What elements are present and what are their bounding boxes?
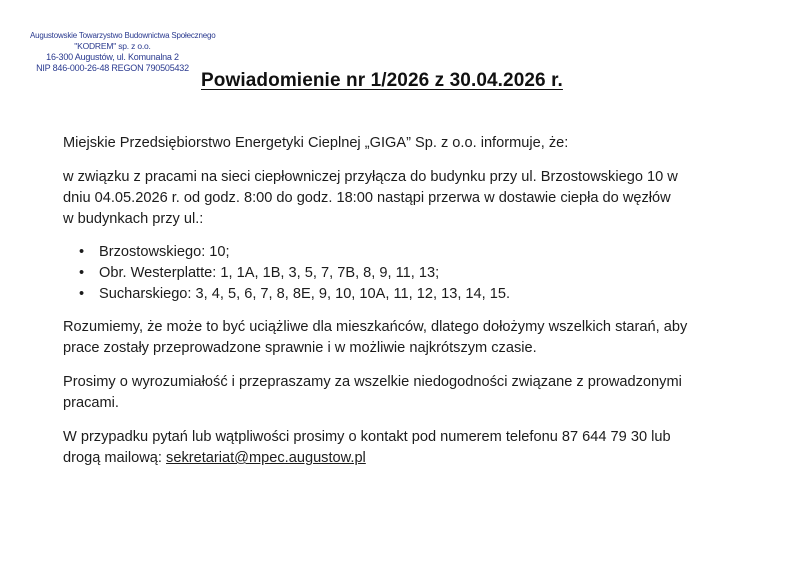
bullet-icon: • xyxy=(79,244,85,260)
street-entry: Sucharskiego: 3, 4, 5, 6, 7, 8, 8E, 9, 10, 10A, 11, 12, 13, 14, 15. xyxy=(99,286,511,302)
list-item xyxy=(79,284,743,305)
street-entry: Obr. Westerplatte: 1, 1A, 1B, 3, 5, 7, 7B, 8, 9, 11, 13; xyxy=(99,265,440,281)
main-paragraph xyxy=(63,167,743,230)
list-item xyxy=(79,263,743,284)
email-link[interactable]: sekretariat@mpec.augustow.pl xyxy=(166,450,366,466)
main-line-2: dniu 04.05.2026 r. od godz. 8:00 do godz. 18:00 nastąpi przerwa w dostawie ciepła do węzłów xyxy=(63,190,671,206)
stamp-address: 16-300 Augustów, ul. Komunalna 2 xyxy=(46,52,179,62)
bullet-icon: • xyxy=(79,265,85,281)
notice-title: Powiadomienie nr 1/2026 z 30.04.2026 r. xyxy=(201,70,563,91)
apology-paragraph xyxy=(63,317,743,359)
street-list xyxy=(63,242,743,305)
intro-paragraph: Miejskie Przedsiębiorstwo Energetyki Cieplnej „GIGA” Sp. z o.o. informuje, że: xyxy=(63,135,569,151)
main-line-1: w związku z pracami na sieci ciepłowniczej przyłącza do budynku przy ul. Brzostowskiego 10 w xyxy=(63,169,678,185)
main-line-3: w budynkach przy ul.: xyxy=(63,211,204,227)
contact-line-1: W przypadku pytań lub wątpliwości prosimy o kontakt pod numerem telefonu 87 644 79 30 lub xyxy=(63,429,671,445)
stamp-tax-ids: NIP 846-000-26-48 REGON 790505432 xyxy=(36,63,189,73)
request-paragraph xyxy=(63,372,743,414)
contact-paragraph xyxy=(63,427,743,469)
request-line-1: Prosimy o wyrozumiałość i przepraszamy za wszelkie niedogodności związane z prowadzonymi xyxy=(63,374,682,390)
contact-line-2-prefix: drogą mailową: xyxy=(63,450,167,466)
list-item xyxy=(79,242,743,263)
stamp-company-name: Augustowskie Towarzystwo Budownictwa Społecznego xyxy=(30,31,216,40)
stamp-company-brand: "KODREM" sp. z o.o. xyxy=(74,41,151,51)
notice-body xyxy=(63,133,743,469)
street-entry: Brzostowskiego: 10; xyxy=(99,244,230,260)
company-stamp xyxy=(30,30,216,74)
request-line-2: pracami. xyxy=(63,395,119,411)
apology-line-2: prace zostały przeprowadzone sprawnie i w możliwie najkrótszym czasie. xyxy=(63,340,537,356)
bullet-icon: • xyxy=(79,286,85,302)
apology-line-1: Rozumiemy, że może to być uciążliwe dla mieszkańców, dlatego dołożymy wszelkich starań, aby xyxy=(63,319,688,335)
